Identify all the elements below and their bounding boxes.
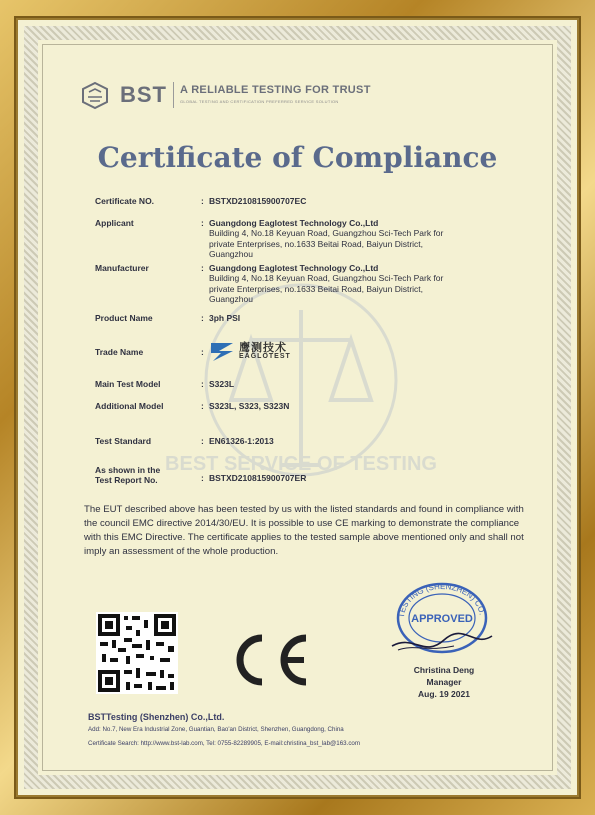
issuer-company: BSTTesting (Shenzhen) Co.,Ltd. [88, 712, 225, 722]
additional-model: S323L, S323, S323N [209, 401, 290, 411]
label: Trade Name [95, 347, 144, 357]
certificate-sheet: BST A RELIABLE TESTING FOR TRUST GLOBAL TESTING AND CERTIFICATION PREFERRED SERVICE SOLUTION Certificate of Compliance BEST SERVICE OF TESTING Certificate NO. : BSTXD210815900707EC Applicant : Guangdong Eaglotest Technology Co.,Ltd Building 4, No.18 Keyuan Road, Guangzhou Sci-Tech Park for private Enterprises, no.1633 Beitai Road, Baiyun District, Guangzhou Manufacturer : Guangdong Eaglotest Technology Co.,Ltd Building 4, No.18 Keyuan Road, Guangzhou Sci-Tech Park for private Enterprises, no.1633 Beitai Road, Baiyun District, Guangzhou Product Name : 3ph PSI Trade Name : 鹰测技术 EAGLOTEST Main Test Model : S323L Additional Model : S323L, S323, S323N Test Standard : EN61326-1:2013 As shown in the Test Report No. : BSTXD210815900707ER The EUT described above has been tested by us with the listed standards and found in compliance with the council EMC directive 2014/30/EU. It is possible to use CE marking to demonstrate the compliance with this EMC Directive. The certificate applies to the tested sample above mentioned only and shall not imply an assessment of the whole production. TESTING (SHENZHEN) CO. APPROVED Christina Deng Manager Aug. 19 2021 BSTTesting (Shenzhen) Co.,Ltd. Add: No.7, New Era Industrial Zone, Guantian, Bao'an District, Shenzhen, Guangdong, China Certificate Search: http://www.bst-lab.com, Tel: 0755-82289905, E-mail:christina_bst_lab@163.com [16, 18, 579, 797]
logo-text: BST [120, 82, 167, 107]
signer-name: Christina Deng [413, 665, 475, 675]
label: Manufacturer [95, 263, 149, 273]
tagline-sub: GLOBAL TESTING AND CERTIFICATION PREFERRED SERVICE SOLUTION [180, 99, 339, 104]
test-report-number: BSTXD210815900707ER [209, 473, 307, 483]
applicant-name: Guangdong Eaglotest Technology Co.,Ltd [209, 218, 379, 228]
signer-title: Manager [426, 677, 462, 687]
bst-logo-icon [78, 80, 112, 110]
label: Applicant [95, 218, 134, 228]
ce-mark [226, 630, 312, 690]
label: Certificate NO. [95, 196, 155, 206]
issuer-address: Add: No.7, New Era Industrial Zone, Guantian, Bao'an District, Shenzhen, Guangdong, China [88, 726, 344, 733]
signer-block [384, 664, 504, 700]
eaglotest-logo: 鹰测技术 EAGLOTEST [209, 339, 319, 365]
main-test-model: S323L [209, 379, 235, 389]
svg-text:TESTING (SHENZHEN) CO.: TESTING (SHENZHEN) CO. [396, 581, 487, 619]
approved-stamp [384, 578, 496, 666]
logo-divider [173, 82, 174, 108]
manufacturer-address: Building 4, No.18 Keyuan Road, Guangzhou Sci-Tech Park for private Enterprises, no.1633 Beitai Road, Baiyun District, Guangzhou [209, 273, 444, 304]
watermark-text: BEST SERVICE OF TESTING [165, 453, 437, 475]
compliance-statement: The EUT described above has been tested by us with the listed standards and found in compliance with the council EMC directive 2014/30/EU. It is possible to use CE marking to demonstrate the compliance with this EMC Directive. The certificate applies to the tested sample above mentioned only and shall not imply an assessment of the whole production. [84, 504, 524, 557]
certificate-number: BSTXD210815900707EC [209, 196, 307, 206]
issue-date: Aug. 19 2021 [418, 689, 470, 699]
tagline: A RELIABLE TESTING FOR TRUST [180, 84, 371, 96]
applicant-address: Building 4, No.18 Keyuan Road, Guangzhou Sci-Tech Park for private Enterprises, no.1633 Beitai Road, Baiyun District, Guangzhou [209, 228, 444, 259]
eagle-icon [209, 339, 235, 363]
issuer-contact: Certificate Search: http://www.bst-lab.com, Tel: 0755-82289905, E-mail:christina_bst_lab@163.com [88, 740, 361, 747]
product-name: 3ph PSI [209, 313, 241, 323]
manufacturer-name: Guangdong Eaglotest Technology Co.,Ltd [209, 263, 379, 273]
header [78, 76, 518, 116]
qr-code [96, 612, 178, 694]
test-standard: EN61326-1:2013 [209, 436, 274, 446]
label: Additional Model [95, 401, 164, 411]
label: Test Standard [95, 436, 152, 446]
label: Main Test Model [95, 379, 161, 389]
label: As shown in the Test Report No. [95, 465, 161, 485]
svg-text:APPROVED: APPROVED [411, 613, 473, 625]
page-title: Certificate of Compliance [97, 141, 498, 174]
label: Product Name [95, 313, 153, 323]
